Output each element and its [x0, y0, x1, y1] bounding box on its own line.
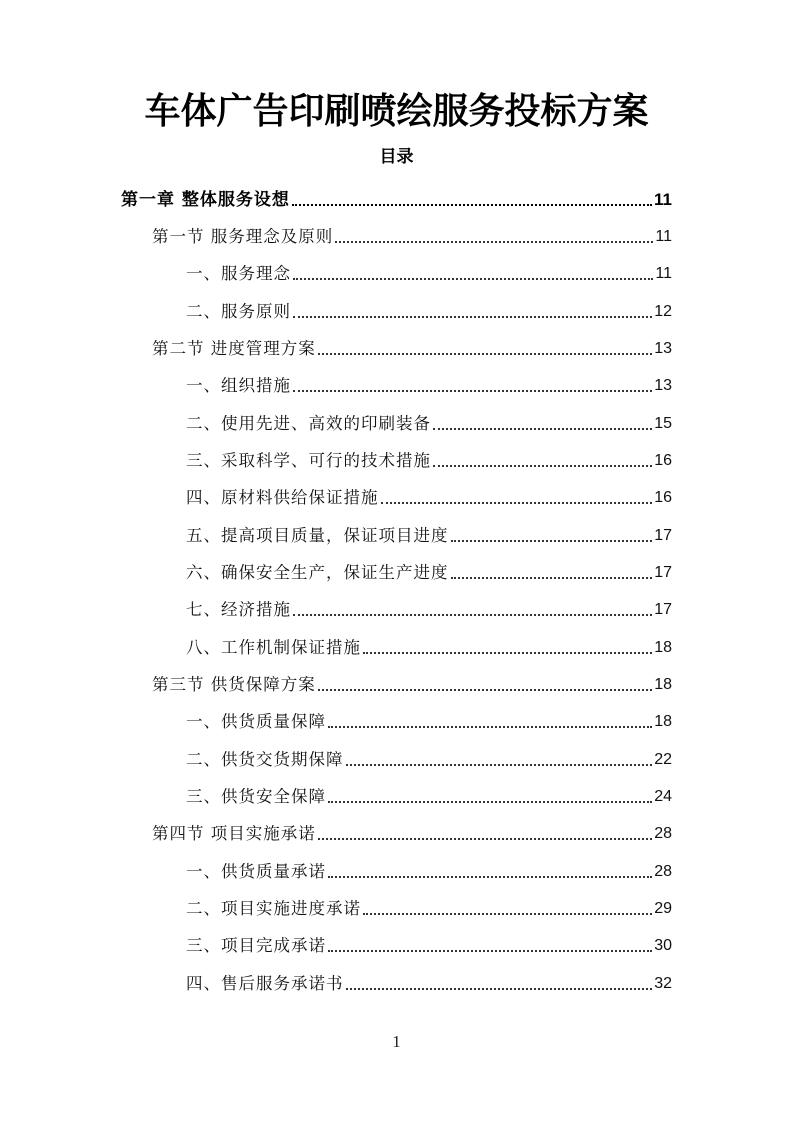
toc-entry-subsection[interactable]: [186, 401, 672, 435]
toc-entry-page: 17: [654, 564, 672, 581]
toc-entry-subsection[interactable]: [186, 625, 672, 659]
toc-entry-page: 18: [654, 713, 672, 730]
toc-entry-subsection[interactable]: [186, 886, 672, 920]
dot-leader: [433, 413, 652, 435]
toc-heading: 目录: [379, 147, 414, 167]
toc-entry-page: 11: [654, 190, 672, 209]
toc-entry-label: 二、服务原则: [186, 302, 291, 321]
dot-leader: [292, 189, 652, 211]
toc-entry-label: 三、采取科学、可行的技术措施: [186, 451, 431, 470]
dot-leader: [293, 263, 653, 285]
toc-entry-subsection[interactable]: [186, 363, 672, 397]
toc-entry-label: 一、组织措施: [186, 376, 291, 395]
toc-entry-label: 第二节 进度管理方案: [152, 339, 316, 358]
toc-entry-section[interactable]: [152, 662, 672, 696]
toc-entry-page: 13: [654, 340, 672, 357]
dot-leader: [433, 450, 652, 472]
toc-entry-label: 第四节 项目实施承诺: [152, 824, 316, 843]
toc-entry-page: 29: [654, 900, 672, 917]
toc-entry-page: 11: [655, 265, 672, 282]
toc-entry-subsection[interactable]: [186, 849, 672, 883]
dot-leader: [318, 338, 652, 360]
toc-entry-page: 12: [654, 303, 672, 320]
toc-entry-label: 三、供货安全保障: [186, 787, 326, 806]
toc-entry-subsection[interactable]: [186, 475, 672, 509]
dot-leader: [335, 226, 653, 248]
toc-entry-label: 四、售后服务承诺书: [186, 974, 344, 993]
toc-entry-subsection[interactable]: [186, 923, 672, 957]
toc-entry-page: 32: [654, 975, 672, 992]
toc-entry-page: 22: [654, 751, 672, 768]
toc-entry-section[interactable]: [152, 214, 672, 248]
toc-entry-section[interactable]: [152, 811, 672, 845]
page-number: 1: [392, 1032, 401, 1051]
toc-entry-page: 16: [654, 452, 672, 469]
toc-entry-label: 八、工作机制保证措施: [186, 638, 361, 657]
toc-entry-subsection[interactable]: [186, 587, 672, 621]
dot-leader: [346, 973, 653, 995]
toc-entry-page: 30: [654, 937, 672, 954]
dot-leader: [328, 861, 652, 883]
dot-leader: [363, 898, 652, 920]
toc-entry-page: 24: [654, 788, 672, 805]
document-title: 车体广告印刷喷绘服务投标方案: [144, 91, 649, 132]
toc-entry-label: 二、使用先进、高效的印刷装备: [186, 414, 431, 433]
dot-leader: [328, 935, 652, 957]
dot-leader: [318, 823, 652, 845]
toc-entry-label: 六、确保安全生产，保证生产进度: [186, 563, 449, 582]
toc-entry-page: 16: [654, 489, 672, 506]
toc-entry-subsection[interactable]: [186, 251, 672, 285]
toc-entry-section[interactable]: [152, 326, 672, 360]
toc-entry-page: 28: [654, 825, 672, 842]
toc-entry-page: 28: [654, 863, 672, 880]
toc-entry-page: 17: [654, 527, 672, 544]
toc-entry-page: 13: [654, 377, 672, 394]
toc-entry-label: 一、供货质量保障: [186, 712, 326, 731]
toc-entry-subsection[interactable]: [186, 513, 672, 547]
toc-entry-label: 一、服务理念: [186, 264, 291, 283]
toc-entry-label: 第一节 服务理念及原则: [152, 227, 334, 246]
toc-entry-page: 18: [654, 639, 672, 656]
toc-entry-subsection[interactable]: [186, 737, 672, 771]
toc-entry-label: 二、供货交货期保障: [186, 750, 344, 769]
toc-entry-label: 二、项目实施进度承诺: [186, 899, 361, 918]
toc-entry-label: 第一章 整体服务设想: [121, 190, 290, 210]
toc-entry-chapter-1[interactable]: [121, 177, 672, 211]
toc-entry-page: 11: [655, 228, 672, 245]
toc-entry-subsection[interactable]: [186, 699, 672, 733]
toc-entry-label: 第三节 供货保障方案: [152, 675, 316, 694]
toc-entry-page: 18: [654, 676, 672, 693]
toc-entry-subsection[interactable]: [186, 289, 672, 323]
dot-leader: [451, 562, 653, 584]
dot-leader: [318, 674, 652, 696]
toc-entry-subsection[interactable]: [186, 438, 672, 472]
toc-entry-subsection[interactable]: [186, 961, 672, 995]
dot-leader: [293, 301, 652, 323]
toc-entry-label: 七、经济措施: [186, 600, 291, 619]
toc-entry-page: 17: [654, 601, 672, 618]
dot-leader: [363, 637, 652, 659]
dot-leader: [346, 749, 653, 771]
dot-leader: [328, 711, 652, 733]
toc-entry-label: 四、原材料供给保证措施: [186, 488, 379, 507]
toc-entry-label: 三、项目完成承诺: [186, 936, 326, 955]
toc-entry-page: 15: [654, 415, 672, 432]
dot-leader: [451, 525, 653, 547]
toc-entry-label: 一、供货质量承诺: [186, 862, 326, 881]
toc-entry-label: 五、提高项目质量，保证项目进度: [186, 526, 449, 545]
dot-leader: [293, 599, 652, 621]
dot-leader: [381, 487, 653, 509]
dot-leader: [328, 786, 652, 808]
toc-entry-subsection[interactable]: [186, 774, 672, 808]
toc-entry-subsection[interactable]: [186, 550, 672, 584]
dot-leader: [293, 375, 652, 397]
